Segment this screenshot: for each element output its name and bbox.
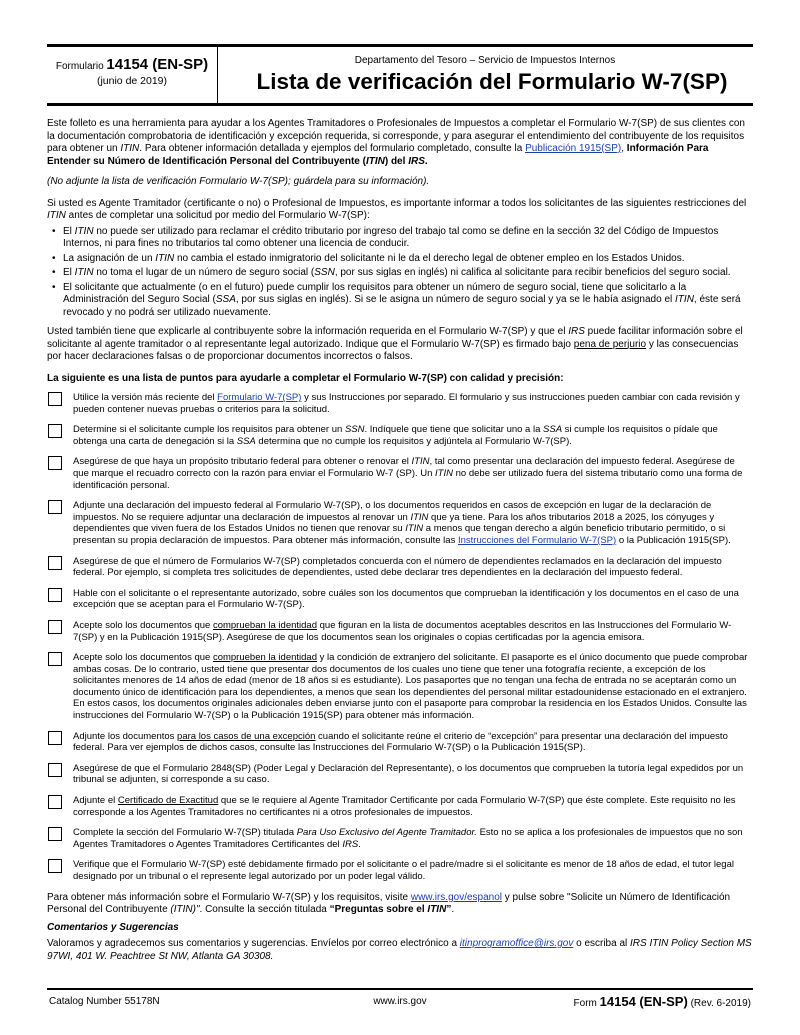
checkbox[interactable] <box>48 620 62 634</box>
list-item: • El solicitante que actualmente (o en el futuro) puede cumplir los requisitos para obtener un número de seguro social, tiene que solicitarlo a la Administración del Seguro Social (SSA, por sus siglas en inglés). Si se le asigna un número de seguro social y ya se le había asignado el ITIN, éste será revocado y no podrá ser utilizado nuevamente. <box>63 282 753 320</box>
form-id-box <box>47 47 218 103</box>
checklist-item: Asegúrese de que el Formulario 2848(SP) (Poder Legal y Declaración del Representante), o los documentos que comprueben la tutoría legal expedidos por un tribunal se adjunten, si corresponde a su caso. <box>47 763 753 786</box>
list-item: • El ITIN no puede ser utilizado para reclamar el crédito tributario por ingreso del trabajo tal como se define en la sección 32 del Código de Impuestos Internos, ni para fines no tributarios tal como obtener una licencia de conducir. <box>63 226 753 251</box>
form-prefix: Formulario <box>55 61 104 72</box>
department-line: Departamento del Tesoro – Servicio de Impuestos Internos <box>354 55 616 66</box>
checklist-item: Determine si el solicitante cumple los requisitos para obtener un SSN. Indíquele que tiene que solicitar uno a la SSA si cumple los requisitos o pídale que obtenga una carta de denegación si la SSA determina que no cumple los requisitos y adjúntela al Formulario W-7(SP). <box>47 424 753 447</box>
email-link[interactable]: itinprogramoffice@irs.gov <box>459 938 574 950</box>
w7sp-instructions-link[interactable]: Instrucciones del Formulario W-7(SP) <box>457 534 617 546</box>
checkbox[interactable] <box>48 500 62 514</box>
publication-1915-link[interactable]: Publicación 1915(SP) <box>525 143 622 154</box>
restrictions-intro: Si usted es Agente Tramitador (certificante o no) o Profesional de Impuestos, es importante informar a todos los solicitantes de las siguientes restricciones del ITIN antes de completar una solicitud por medio del Formulario W-7(SP): <box>47 197 747 221</box>
irs-espanol-link[interactable]: www.irs.gov/espanol <box>410 891 502 903</box>
checkbox[interactable] <box>48 795 62 809</box>
checklist-item: Acepte solo los documentos que comprueban la identidad que figuran en la lista de documentos aceptables descritos en las Instrucciones del Formulario W-7(SP) y en la Publicación 1915(SP). Asegúrese de que los documentos sean los originales o copias certificadas por la agencia emisora. <box>47 620 753 643</box>
checkbox[interactable] <box>48 652 62 666</box>
page-footer <box>47 988 753 1020</box>
checklist <box>47 392 753 883</box>
checkbox[interactable] <box>48 731 62 745</box>
explanation-paragraph: Usted también tiene que explicarle al contribuyente sobre la información requerida en el Formulario W-7(SP) y que el IRS puede facilitar información sobre el solicitante al agente tramitador o al representante legal autorizado. Indique que el Formulario W-7(SP) es firmado bajo pena de perjurio y las consecuencias por hacer declaraciones falsas o de proporcionar documentos incorrectos o falsos. <box>47 326 743 362</box>
checklist-item: Acepte solo los documentos que comprueben la identidad y la condición de extranjero del solicitante. El pasaporte es el único documento que puede comprobar ambas cosas. De lo contrario, usted tiene que presentar dos documentos de los cuales uno tiene que tener una fotografía reciente, a excepción de los solicitantes menores de 14 años de edad (menor de 18 años si es estudiante). Los pasaportes que no tengan una fecha de entrada no se aceptarán como un documento único de identificación para los dependientes, a menos que sean los dependientes del personal militar estadounidense estacionado en el extranjero. En estos casos, los documentos originales adicionales deben enviarse junto con el pasaporte para comprobar la residencia en los Estados Unidos. Consulte las instrucciones del Formulario W-7(SP) o la Publicación 1915(SP) para obtener más información. <box>47 652 753 722</box>
form-header <box>47 44 753 106</box>
checklist-heading: La siguiente es una lista de puntos para ayudarle a completar el Formulario W-7(SP) con calidad y precisión: <box>47 372 564 384</box>
comments-heading: Comentarios y Sugerencias <box>47 921 179 933</box>
checkbox[interactable] <box>48 763 62 777</box>
checkbox[interactable] <box>48 588 62 602</box>
form-w7sp-link[interactable]: Formulario W-7(SP) <box>217 392 302 403</box>
checkbox[interactable] <box>48 827 62 841</box>
catalog-number: Catalog Number 55178N <box>49 996 160 1007</box>
form-page <box>47 44 753 963</box>
comments-paragraph: Valoramos y agradecemos sus comentarios y sugerencias. Envíelos por correo electrónico a itinprogramoffice@irs.gov o escriba al IRS ITIN Policy Section MS 97WI, 401 W. Peachtree St NW, Atlanta GA 30308. <box>47 938 752 962</box>
footer-form-number: Form 14154 (EN-SP) (Rev. 6-2019) <box>573 994 751 1009</box>
form-date: (junio de 2019) <box>96 75 168 87</box>
checkbox[interactable] <box>48 556 62 570</box>
page-title: Lista de verificación del Formulario W-7(SP) <box>256 69 728 94</box>
note-paragraph: (No adjunte la lista de verificación Formulario W-7(SP); guárdela para su información). <box>47 176 430 187</box>
list-item: • El ITIN no toma el lugar de un número de seguro social (SSN, por sus siglas en inglés) ni califica al solicitante para recibir beneficios del seguro social. <box>63 267 753 280</box>
form-number <box>47 56 217 73</box>
more-info-paragraph: Para obtener más información sobre el Formulario W-7(SP) y los requisitos, visite www.irs.gov/espanol y pulse sobre "Solicite un Número de Identificación Personal del Contribuyente (ITIN)". Consulte la sección titulada “Preguntas sobre el ITIN”. <box>47 891 731 916</box>
checklist-item: Adjunte el Certificado de Exactitud que se le requiere al Agente Tramitador Certificante por cada Formulario W-7(SP) que éste complete. Este requisito no les corresponde a los Agentes Tramitadores no certificantes ni a otros profesionales de impuestos. <box>47 795 753 818</box>
checklist-item: Complete la sección del Formulario W-7(SP) titulada Para Uso Exclusivo del Agente Tramitador. Esto no se aplica a los profesionales de impuestos que no son Agentes Tramitadores o Agentes Tramitadores Certificantes del IRS. <box>47 827 753 850</box>
footer-website: www.irs.gov <box>373 996 427 1007</box>
checkbox[interactable] <box>48 424 62 438</box>
checklist-item: Asegúrese de que haya un propósito tributario federal para obtener o renovar el ITIN, tal como presentar una declaración del impuesto federal. Asegúrese de que marque el recuadro correcto con la razón para enviar el Formulario W-7 (SP). Un ITIN no debe ser utilizado fuera del sistema tributario como una forma de identificación personal. <box>47 456 753 491</box>
checkbox[interactable] <box>48 456 62 470</box>
form-body <box>47 118 753 963</box>
checklist-item: Asegúrese de que el número de Formularios W-7(SP) completados concuerda con el número de dependientes reclamados en la declaración del impuesto federal. Por ejemplo, si completa tres solicitudes de dependientes, usted debe declarar tres dependientes en la declaración del impuesto federal. <box>47 556 753 579</box>
checklist-item: Hable con el solicitante o el representante autorizado, sobre cuáles son los documentos que comprueban la identificación y los documentos en el caso de una excepción que se aceptan para el Formulario W-7(SP). <box>47 588 753 611</box>
checklist-item: Adjunte los documentos para los casos de una excepción cuando el solicitante reúne el criterio de “excepción” para presentar una declaración del impuesto federal. Para ver ejemplos de dichos casos, consulte las Instrucciones del Formulario W-7(SP) o la Publicación 1915(SP). <box>47 731 753 754</box>
checkbox[interactable] <box>48 859 62 873</box>
checklist-item: Utilice la versión más reciente del Formulario W-7(SP) y sus Instrucciones por separado. El formulario y sus instrucciones pueden cambiar con cada revisión y pueden contener nuevas pruebas o criterios para la solicitud. <box>47 392 753 415</box>
checklist-item: Adjunte una declaración del impuesto federal al Formulario W-7(SP), o los documentos requeridos en casos de excepción en lugar de la declaración de impuestos. No se requiere adjuntar una declaración de impuestos al renovar un ITIN que ya tiene. Para los años tributarios 2018 a 2025, los cónyuges y dependientes que viven fuera de los Estados Unidos no tienen que renovar su ITIN a menos que tengan derecho a algún beneficio tributario permitido, o si presentan su propia declaración de impuestos. Para obtener más información, consulte las Instrucciones del Formulario W-7(SP) o la Publicación 1915(SP). <box>47 500 753 546</box>
checklist-item: Verifique que el Formulario W-7(SP) esté debidamente firmado por el solicitante o el padre/madre si el solicitante es menor de 18 años de edad, el tutor legal designado por un tribunal o el represente legal autorizado por un poder legal válido. <box>47 859 753 882</box>
intro-paragraph: Este folleto es una herramienta para ayudar a los Agentes Tramitadores o Profesionales de Impuestos a completar el Formulario W-7(SP) de sus clientes con la documentación comprobatoria de identificación y excepción requerida, si corresponde, y para asegurar el entendimiento del contribuyente de los requisitos para obtener un ITIN. Para obtener información detallada y ejemplos del formulario completado, consulte la Publicación 1915(SP), Información Para Entender su Número de Identificación Personal del Contribuyente (ITIN) del IRS. <box>47 118 745 167</box>
list-item: • La asignación de un ITIN no cambia el estado inmigratorio del solicitante ni le da el derecho legal de obtener empleo en los Estados Unidos. <box>63 253 753 266</box>
restrictions-list <box>47 226 753 320</box>
checkbox[interactable] <box>48 392 62 406</box>
form-number-value: 14154 (EN-SP) <box>106 56 209 73</box>
